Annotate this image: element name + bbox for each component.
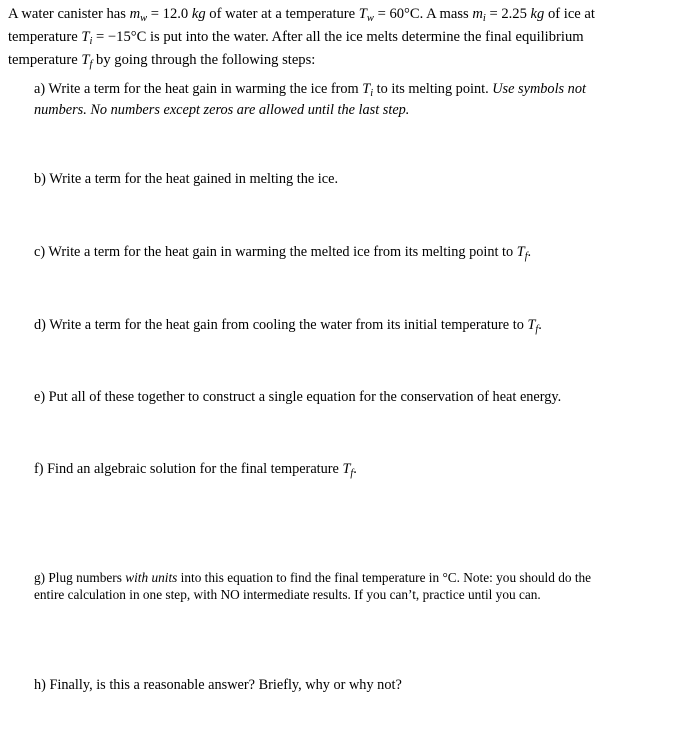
question-d	[34, 317, 664, 338]
problem-line-3: temperature $T_f$ by going through the following steps:	[8, 52, 316, 71]
question-f-text: f) Find an algebraic solution for the final temperature $T_f$.	[34, 461, 357, 480]
question-g	[34, 569, 664, 603]
problem-line-1: A water canister has $m_w = 12.0$ kg of water at a temperature $T_w = 60^\circ C$. A mass $m_i = 2.25$ kg of ice at	[8, 6, 595, 25]
question-h-text: h) Finally, is this a reasonable answer? Briefly, why or why not?	[34, 677, 402, 693]
question-g-line-2: entire calculation in one step, with NO intermediate results. If you can’t, practice until you can.	[34, 587, 541, 602]
question-d-text: d) Write a term for the heat gain from cooling the water from its initial temperature to $T_f$.	[34, 317, 542, 336]
question-e-text: e) Put all of these together to construct a single equation for the conservation of heat energy.	[34, 389, 562, 405]
question-h	[34, 677, 664, 694]
question-a	[34, 81, 664, 119]
question-c-text: c) Write a term for the heat gain in warming the melted ice from its melting point to $T_f$.	[34, 244, 532, 263]
question-b-text: b) Write a term for the heat gained in melting the ice.	[34, 171, 339, 187]
question-c	[34, 244, 664, 265]
question-a-line-2: numbers. No numbers except zeros are allowed until the last step.	[34, 102, 410, 119]
question-g-line-1: g) Plug numbers with units into this equation to find the final temperature in °C. Note: you should do the	[34, 570, 592, 585]
problem-statement	[8, 5, 670, 74]
problem-line-2: temperature $T_i = -15^\circ C$ is put into the water. After all the ice melts determine the final equilibrium	[8, 29, 584, 48]
question-f	[34, 461, 664, 482]
question-e	[34, 389, 664, 406]
question-a-line-1: a) Write a term for the heat gain in warming the ice from $T_i$ to its melting point. Use symbols not	[34, 81, 586, 100]
question-b	[34, 171, 664, 188]
